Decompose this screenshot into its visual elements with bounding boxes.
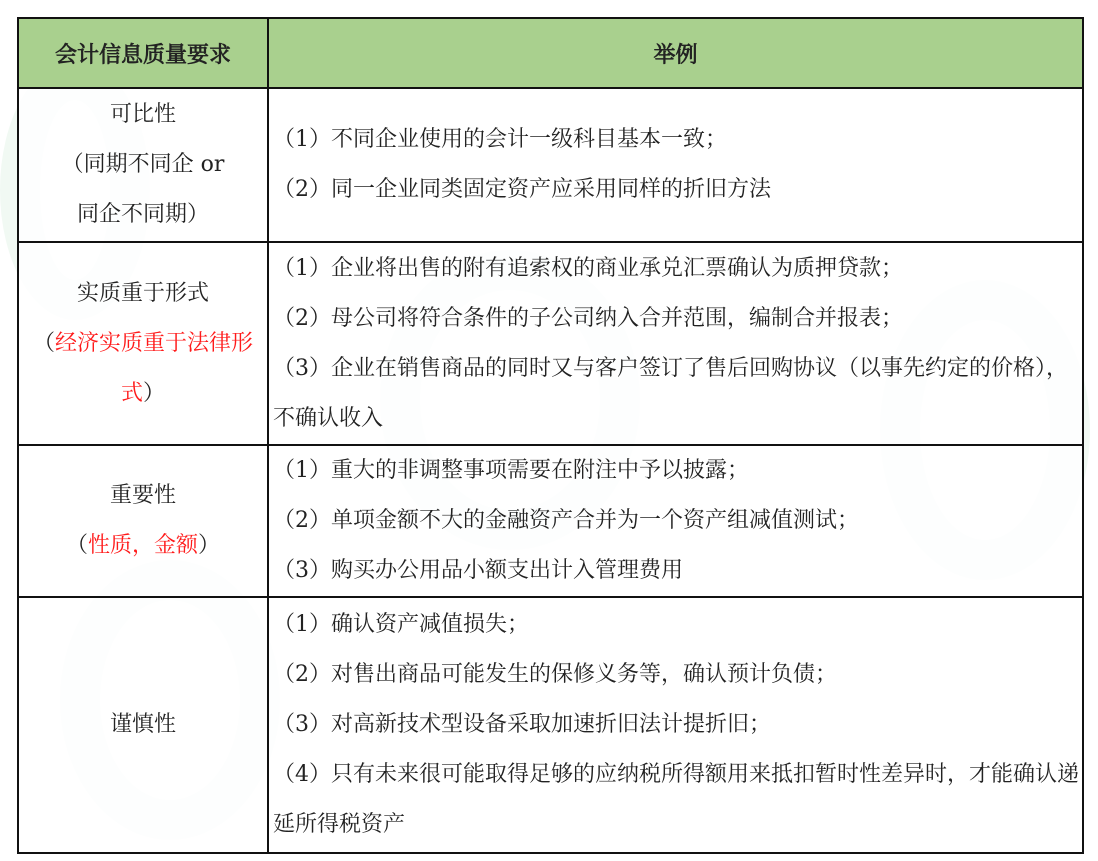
- paren: ）: [198, 533, 221, 558]
- example-item: （2）母公司将符合条件的子公司纳入合并范围，编制合并报表；: [273, 305, 903, 331]
- table-row: [18, 597, 1083, 853]
- table-row: [18, 445, 1083, 597]
- example-cell: [268, 88, 1083, 242]
- example-cell: [268, 242, 1083, 445]
- example-item: （2）同一企业同类固定资产应采用同样的折旧方法: [273, 177, 771, 202]
- table-row: [18, 242, 1083, 445]
- example-item: （4）只有未来很可能取得足够的应纳税所得额用来抵扣暂时性差异时，才能确认递延所得税资产: [273, 762, 1079, 837]
- paren: ）: [143, 380, 166, 406]
- requirement-highlight: 性质，金额: [87, 533, 198, 558]
- requirement-note: （同期不同企 or: [61, 152, 225, 177]
- requirement-title: 重要性: [109, 483, 176, 508]
- requirement-highlight: 经济实质重于法律形式: [55, 330, 254, 406]
- paren: （: [65, 533, 88, 558]
- requirement-title: 实质重于形式: [76, 280, 209, 306]
- example-cell: [268, 597, 1083, 853]
- requirement-cell: [18, 242, 268, 445]
- example-item: （1）不同企业使用的会计一级科目基本一致；: [273, 127, 727, 152]
- example-item: （3）企业在销售商品的同时又与客户签订了售后回购协议（以事先约定的价格），不确认收入: [273, 355, 1068, 431]
- example-item: （3）对高新技术型设备采取加速折旧法计提折旧；: [273, 712, 771, 737]
- example-item: （1）企业将出售的附有追索权的商业承兑汇票确认为质押贷款；: [273, 255, 903, 281]
- example-item: （1）确认资产减值损失；: [273, 612, 529, 637]
- header-requirement: 会计信息质量要求: [18, 18, 268, 88]
- requirement-cell: [18, 88, 268, 242]
- example-cell: [268, 445, 1083, 597]
- example-item: （1）重大的非调整事项需要在附注中予以披露；: [273, 458, 749, 483]
- paren: （: [32, 330, 55, 356]
- requirement-cell: [18, 597, 268, 853]
- header-example: 举例: [268, 18, 1083, 88]
- requirement-cell: [18, 445, 268, 597]
- example-item: （2）单项金额不大的金融资产合并为一个资产组减值测试；: [273, 508, 859, 533]
- requirement-title: 可比性: [109, 102, 176, 127]
- example-item: （3）购买办公用品小额支出计入管理费用: [273, 558, 683, 583]
- requirement-title: 谨慎性: [109, 712, 176, 737]
- example-item: （2）对售出商品可能发生的保修义务等，确认预计负债；: [273, 662, 837, 687]
- accounting-quality-table: [17, 17, 1084, 854]
- table-header: [18, 18, 1083, 88]
- table-row: [18, 88, 1083, 242]
- requirement-note: 同企不同期）: [76, 202, 209, 227]
